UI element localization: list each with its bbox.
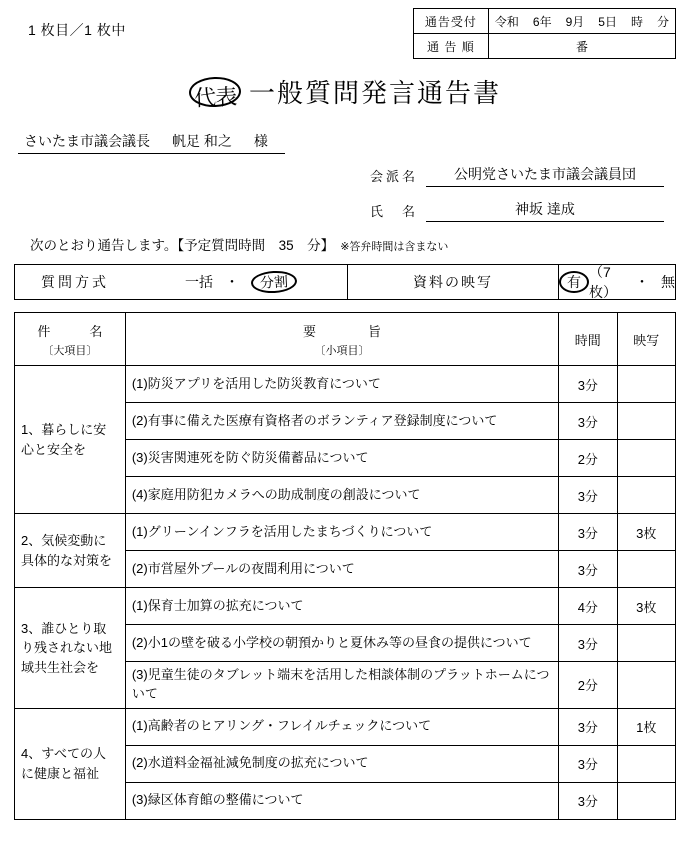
projection-count: （7 枚） (589, 264, 617, 300)
field-row-name (0, 199, 664, 222)
field-row-party (0, 164, 664, 187)
header-you (125, 313, 558, 366)
item-projection-cell: 3枚 (617, 514, 675, 551)
representative-badge: 代表 (188, 76, 241, 108)
receipt-table (413, 8, 676, 59)
group-title-cell: 2、気候変動に具体的な対策を (15, 514, 126, 588)
addressee-line (0, 119, 690, 154)
method-option-split[interactable]: 分割 (250, 270, 297, 294)
receipt-row-order (413, 34, 675, 59)
party-value: 公明党さいたま市議会議員団 (426, 164, 664, 187)
item-time-cell: 3分 (559, 745, 617, 782)
projection-options (558, 265, 675, 299)
item-time-cell: 3分 (559, 551, 617, 588)
item-time-cell: 3分 (559, 625, 617, 662)
group-title-cell: 3、誰ひとり取り残されない地域共生社会を (15, 588, 126, 709)
receipt-order-label: 通 告 順 (413, 34, 488, 59)
item-projection-cell (617, 477, 675, 514)
method-label: 質問方式 (41, 274, 109, 290)
item-projection-cell: 1枚 (617, 708, 675, 745)
question-method-box (14, 264, 676, 300)
header-ken-main: 件 名 (37, 323, 103, 339)
page-count: 1 枚目／1 枚中 (28, 22, 126, 38)
header-proj: 映写 (617, 313, 675, 366)
item-detail-cell: (2)市営屋外プールの夜間利用について (125, 551, 558, 588)
name-value: 神坂 達成 (426, 199, 664, 222)
item-time-cell: 3分 (559, 477, 617, 514)
receipt-month: 9月 (565, 14, 585, 29)
item-detail-cell: (4)家庭用防犯カメラへの助成制度の創設について (125, 477, 558, 514)
group-title-cell: 4、すべての人に健康と福祉 (15, 708, 126, 819)
header-you-sub: 〔小項目〕 (314, 344, 370, 357)
header-ken-sub: 〔大項目〕 (42, 344, 98, 357)
method-option-batch[interactable]: 一括 (185, 274, 213, 290)
item-time-cell: 3分 (559, 708, 617, 745)
receipt-date (488, 9, 675, 34)
item-time-cell: 3分 (559, 403, 617, 440)
item-projection-cell (617, 403, 675, 440)
receipt-year: 6年 (532, 14, 552, 29)
addressee-suffix: 様 (253, 133, 268, 149)
item-detail-cell: (3)災害関連死を防ぐ防災備蓄品について (125, 440, 558, 477)
addressee-name: 帆足 和之 (172, 133, 232, 149)
table-row (15, 514, 676, 551)
question-table (14, 312, 676, 820)
header-you-main: 要 旨 (302, 323, 381, 339)
item-detail-cell: (1)グリーンインフラを活用したまちづくりについて (125, 514, 558, 551)
receipt-day: 5日 (598, 14, 617, 29)
item-detail-cell: (3)緑区体育館の整備について (125, 782, 558, 819)
title-block (0, 73, 690, 119)
projection-no[interactable]: 無 (661, 274, 675, 290)
name-label: 氏 名 (369, 204, 418, 219)
item-projection-cell (617, 366, 675, 403)
method-separator: ・ (225, 274, 239, 290)
receipt-order-value: 番 (488, 34, 675, 59)
header-ken (15, 313, 126, 366)
receipt-row-date (413, 9, 675, 34)
item-projection-cell (617, 551, 675, 588)
receipt-label: 通告受付 (413, 9, 488, 34)
addressee (18, 131, 285, 154)
table-row (15, 366, 676, 403)
receipt-minute: 分 (656, 14, 669, 29)
item-time-cell: 2分 (559, 440, 617, 477)
document-header (0, 0, 690, 59)
projection-yes[interactable]: 有 (559, 271, 589, 293)
item-time-cell: 3分 (559, 514, 617, 551)
projection-label: 資料の映写 (347, 265, 558, 299)
item-projection-cell (617, 745, 675, 782)
item-detail-cell: (1)防災アプリを活用した防災教育について (125, 366, 558, 403)
notice-line (30, 234, 690, 254)
item-projection-cell (617, 440, 675, 477)
item-projection-cell (617, 625, 675, 662)
item-time-cell: 4分 (559, 588, 617, 625)
page-title: 一般質問発言通告書 (248, 79, 501, 108)
item-detail-cell: (3)児童生徒のタブレット端末を活用した相談体制のプラットホームについて (125, 662, 558, 709)
addressee-prefix: さいたま市議会議長 (24, 133, 150, 149)
item-detail-cell: (2)小1の壁を破る小学校の朝預かりと夏休み等の昼食の提供について (125, 625, 558, 662)
item-projection-cell: 3枚 (617, 588, 675, 625)
title-line (189, 73, 501, 110)
item-detail-cell: (2)水道料金福祉減免制度の拡充について (125, 745, 558, 782)
item-time-cell: 2分 (559, 662, 617, 709)
group-title-cell: 1、暮らしに安心と安全を (15, 366, 126, 514)
header-time: 時間 (559, 313, 617, 366)
field-block (0, 164, 690, 222)
party-label: 会派名 (369, 169, 418, 184)
item-projection-cell (617, 782, 675, 819)
item-detail-cell: (2)有事に備えた医療有資格者のボランティア登録制度について (125, 403, 558, 440)
method-options (135, 265, 347, 299)
receipt-era: 令和 (494, 14, 519, 29)
table-header-row (15, 313, 676, 366)
notice-small-text: ※答弁時間は含まない (340, 241, 449, 253)
item-time-cell: 3分 (559, 366, 617, 403)
item-detail-cell: (1)保育士加算の拡充について (125, 588, 558, 625)
table-row (15, 708, 676, 745)
table-row (15, 588, 676, 625)
projection-separator: ・ (635, 274, 649, 290)
item-projection-cell (617, 662, 675, 709)
item-time-cell: 3分 (559, 782, 617, 819)
item-detail-cell: (1)高齢者のヒアリング・フレイルチェックについて (125, 708, 558, 745)
receipt-hour: 時 (630, 14, 643, 29)
notice-text: 次のとおり通告します。【予定質問時間 35 分】 (30, 238, 335, 253)
